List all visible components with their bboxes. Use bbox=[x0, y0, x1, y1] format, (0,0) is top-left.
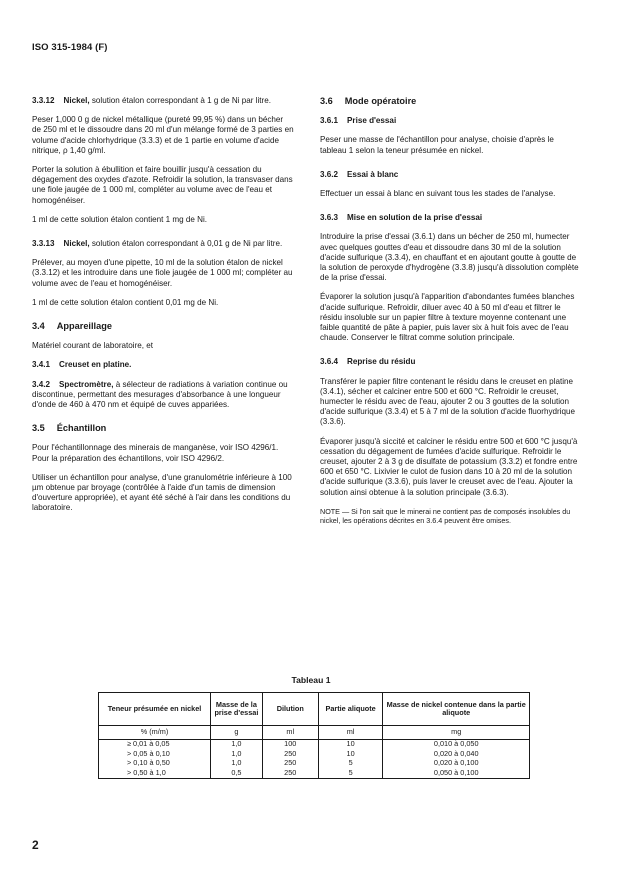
section-3-4-1 bbox=[32, 360, 294, 370]
table-1 bbox=[98, 692, 530, 779]
table-header: Dilution bbox=[262, 693, 318, 726]
section-title: Essai à blanc bbox=[347, 169, 399, 179]
table-cell: 10 bbox=[318, 749, 383, 758]
section-title: Mise en solution de la prise d'essai bbox=[347, 213, 483, 223]
paragraph: Prélever, au moyen d'une pipette, 10 ml de la solution étalon de nickel (3.3.12) et les introduire dans une fiole jaugée de 1 000 ml; compléter au volume avec de l'eau et homogénéiser. bbox=[32, 258, 293, 288]
section-title: Échantillon bbox=[56, 423, 107, 434]
section-number: 3.6.4 bbox=[320, 357, 339, 367]
table-cell: 0,010 à 0,050 bbox=[383, 740, 530, 750]
table-header: Teneur présumée en nickel bbox=[99, 693, 211, 726]
section-3-4-heading bbox=[32, 321, 294, 331]
section-title: Prise d'essai bbox=[347, 116, 397, 126]
table-cell: > 0,10 à 0,50 bbox=[99, 759, 211, 768]
section-lead: solution étalon correspondant à 1 g de Ni par litre. bbox=[91, 96, 271, 105]
paragraph: Transférer le papier filtre contenant le résidu dans le creuset en platine (3.4.1), sécher et calciner entre 500 et 600 °C. Refroidir le creuset, humecter le résidu avec de l'eau, ajouter 2 ou 3 gouttes de la solution d'acide sulfurique (3.3.4) et 5 à 7 ml de la solution d'acide fluorhydrique (3.3.6). bbox=[320, 376, 576, 427]
table-cell: ≥ 0,01 à 0,05 bbox=[99, 740, 211, 750]
section-number: 3.4 bbox=[32, 321, 45, 332]
section-3-6-3-heading bbox=[320, 213, 582, 223]
table-cell: 10 bbox=[318, 740, 383, 750]
table-unit: ml bbox=[262, 726, 318, 740]
paragraph: Effectuer un essai à blanc en suivant tous les stades de l'analyse. bbox=[320, 189, 556, 199]
table-unit: g bbox=[211, 726, 263, 740]
table-row bbox=[99, 768, 530, 778]
table-unit: mg bbox=[383, 726, 530, 740]
section-title: Appareillage bbox=[56, 321, 112, 332]
paragraph: Évaporer la solution jusqu'à l'apparition d'abondantes fumées blanches d'acide sulfurique. Refroidir, diluer avec 40 à 50 ml d'eau et filtrer le résidu insoluble sur un papier filtre à texture moyenne contenant une faible quantité de pâte à papier, puis laver six à huit fois avec de l'eau chaude. Conserver le filtrat comme solution principale. bbox=[320, 292, 575, 343]
table-cell: 100 bbox=[262, 740, 318, 750]
section-lead: solution étalon correspondant à 0,01 g de Ni par litre. bbox=[91, 239, 283, 249]
section-title: Nickel, bbox=[63, 239, 90, 249]
paragraph: 1 ml de cette solution étalon contient 1 mg de Ni. bbox=[32, 214, 208, 224]
paragraph: Matériel courant de laboratoire, et bbox=[32, 341, 154, 351]
section-number: 3.3.13 bbox=[32, 239, 55, 249]
section-number: 3.3.12 bbox=[32, 96, 55, 105]
table-header: Masse de nickel contenue dans la partie aliquote bbox=[383, 693, 530, 726]
section-title: Reprise du résidu bbox=[347, 357, 416, 367]
table-unit: % (m/m) bbox=[99, 726, 211, 740]
table-cell: > 0,05 à 0,10 bbox=[99, 749, 211, 758]
document-header: ISO 315-1984 (F) bbox=[32, 42, 108, 53]
note: NOTE — Si l'on sait que le minerai ne contient pas de composés insolubles du nickel, les opérations décrites en 3.6.4 peuvent être omises. bbox=[320, 506, 571, 525]
section-number: 3.6.3 bbox=[320, 213, 339, 223]
section-number: 3.6.2 bbox=[320, 169, 339, 179]
table-cell: 5 bbox=[318, 768, 383, 778]
table-cell: 1,0 bbox=[211, 740, 263, 750]
table-cell: 250 bbox=[262, 749, 318, 758]
paragraph: Peser 1,000 0 g de nickel métallique (pureté 99,95 %) dans un bécher de 250 ml et le dissoudre dans 20 ml d'un mélange formé de 3 parties en volume d'acide chlorhydrique (3.3.3) et de 1 partie en volume d'acide nitrique, ρ 1,40 g/ml. bbox=[32, 115, 294, 155]
section-3-4-2 bbox=[32, 380, 294, 411]
section-3-5-heading bbox=[32, 423, 294, 433]
table-cell: 5 bbox=[318, 759, 383, 768]
section-number: 3.5 bbox=[32, 423, 45, 434]
section-title: Creuset en platine. bbox=[59, 360, 132, 370]
table-cell: > 0,50 à 1,0 bbox=[99, 768, 211, 778]
paragraph: Évaporer jusqu'à siccité et calciner le résidu entre 500 et 600 °C jusqu'à cessation du dégagement de fumées d'acide sulfurique. Refroidir le creuset, ajouter 2 à 3 g de disulfate de potassium (3.3.2) et fondre entre 600 et 650 °C. Lixivier le culot de fusion dans 10 à 20 ml de la solution d'acide sulfurique (3.3.6), puis laver le creuset avec de l'eau. Ajouter la solution ainsi obtenue à la solution principale (3.6.3). bbox=[320, 436, 578, 497]
table-cell: 0,020 à 0,040 bbox=[383, 749, 530, 758]
section-3-3-13 bbox=[32, 239, 294, 249]
table-title: Tableau 1 bbox=[291, 675, 331, 685]
section-title: Nickel, bbox=[63, 96, 90, 105]
section-3-6-1-heading bbox=[320, 116, 582, 126]
table-units-row bbox=[99, 726, 530, 740]
section-title: Mode opératoire bbox=[344, 96, 417, 106]
section-number: 3.4.2 bbox=[32, 379, 51, 389]
table-row bbox=[99, 759, 530, 768]
table-cell: 250 bbox=[262, 768, 318, 778]
section-3-6-2-heading bbox=[320, 170, 582, 180]
table-header: Partie aliquote bbox=[318, 693, 383, 726]
table-header: Masse de la prise d'essai bbox=[211, 693, 263, 726]
right-column bbox=[320, 96, 582, 534]
section-3-6-heading bbox=[320, 96, 582, 106]
paragraph: Introduire la prise d'essai (3.6.1) dans un bécher de 250 ml, humecter avec quelques gouttes d'eau et dissoudre dans 30 ml de la solution d'acide sulfurique (3.3.4), en chauffant et en ajoutant goutte à goutte de la solution de peroxyde d'hydrogène (3.3.8) jusqu'à dissolution complète de la prise d'essai. bbox=[320, 232, 579, 283]
table-cell: 0,5 bbox=[211, 768, 263, 778]
section-number: 3.6.1 bbox=[320, 116, 339, 126]
paragraph: Porter la solution à ébullition et faire bouillir jusqu'à cessation du dégagement des oxydes d'azote. Refroidir la solution, la transvaser dans une fiole jaugée de 1 000 ml, compléter au volume avec de l'eau et homogénéiser. bbox=[32, 165, 293, 205]
table-cell: 0,050 à 0,100 bbox=[383, 768, 530, 778]
paragraph: Utiliser un échantillon pour analyse, d'une granulométrie inférieure à 100 µm obtenue par broyage (contrôlée à l'aide d'un tamis de dimension d'ouverture appropriée), et ayant été séché à l'air dans les conditions du laboratoire. bbox=[32, 472, 292, 513]
table-cell: 250 bbox=[262, 759, 318, 768]
table-cell: 1,0 bbox=[211, 749, 263, 758]
paragraph: Peser une masse de l'échantillon pour analyse, choisie d'après le tableau 1 selon la teneur présumée en nickel. bbox=[320, 135, 554, 155]
left-column bbox=[32, 96, 294, 523]
section-title: Spectromètre, bbox=[59, 379, 114, 389]
table-unit: ml bbox=[318, 726, 383, 740]
section-text: à sélecteur de radiations à variation continue ou discontinue, permettant des mesurages d'absorbance à une longueur d'onde de 460 à 470 nm et équipé de cuves appariées. bbox=[32, 379, 288, 410]
table-header-row bbox=[99, 693, 530, 726]
paragraph: 1 ml de cette solution étalon contient 0,01 mg de Ni. bbox=[32, 297, 219, 307]
section-3-3-12 bbox=[32, 96, 294, 106]
page-number: 2 bbox=[32, 838, 39, 852]
section-number: 3.4.1 bbox=[32, 360, 51, 370]
table-cell: 1,0 bbox=[211, 759, 263, 768]
section-3-6-4-heading bbox=[320, 357, 582, 367]
paragraph: Pour l'échantillonnage des minerais de manganèse, voir ISO 4296/1. Pour la préparation des échantillons, voir ISO 4296/2. bbox=[32, 443, 279, 463]
table-cell: 0,020 à 0,100 bbox=[383, 759, 530, 768]
section-number: 3.6 bbox=[320, 96, 333, 106]
table-row bbox=[99, 740, 530, 750]
